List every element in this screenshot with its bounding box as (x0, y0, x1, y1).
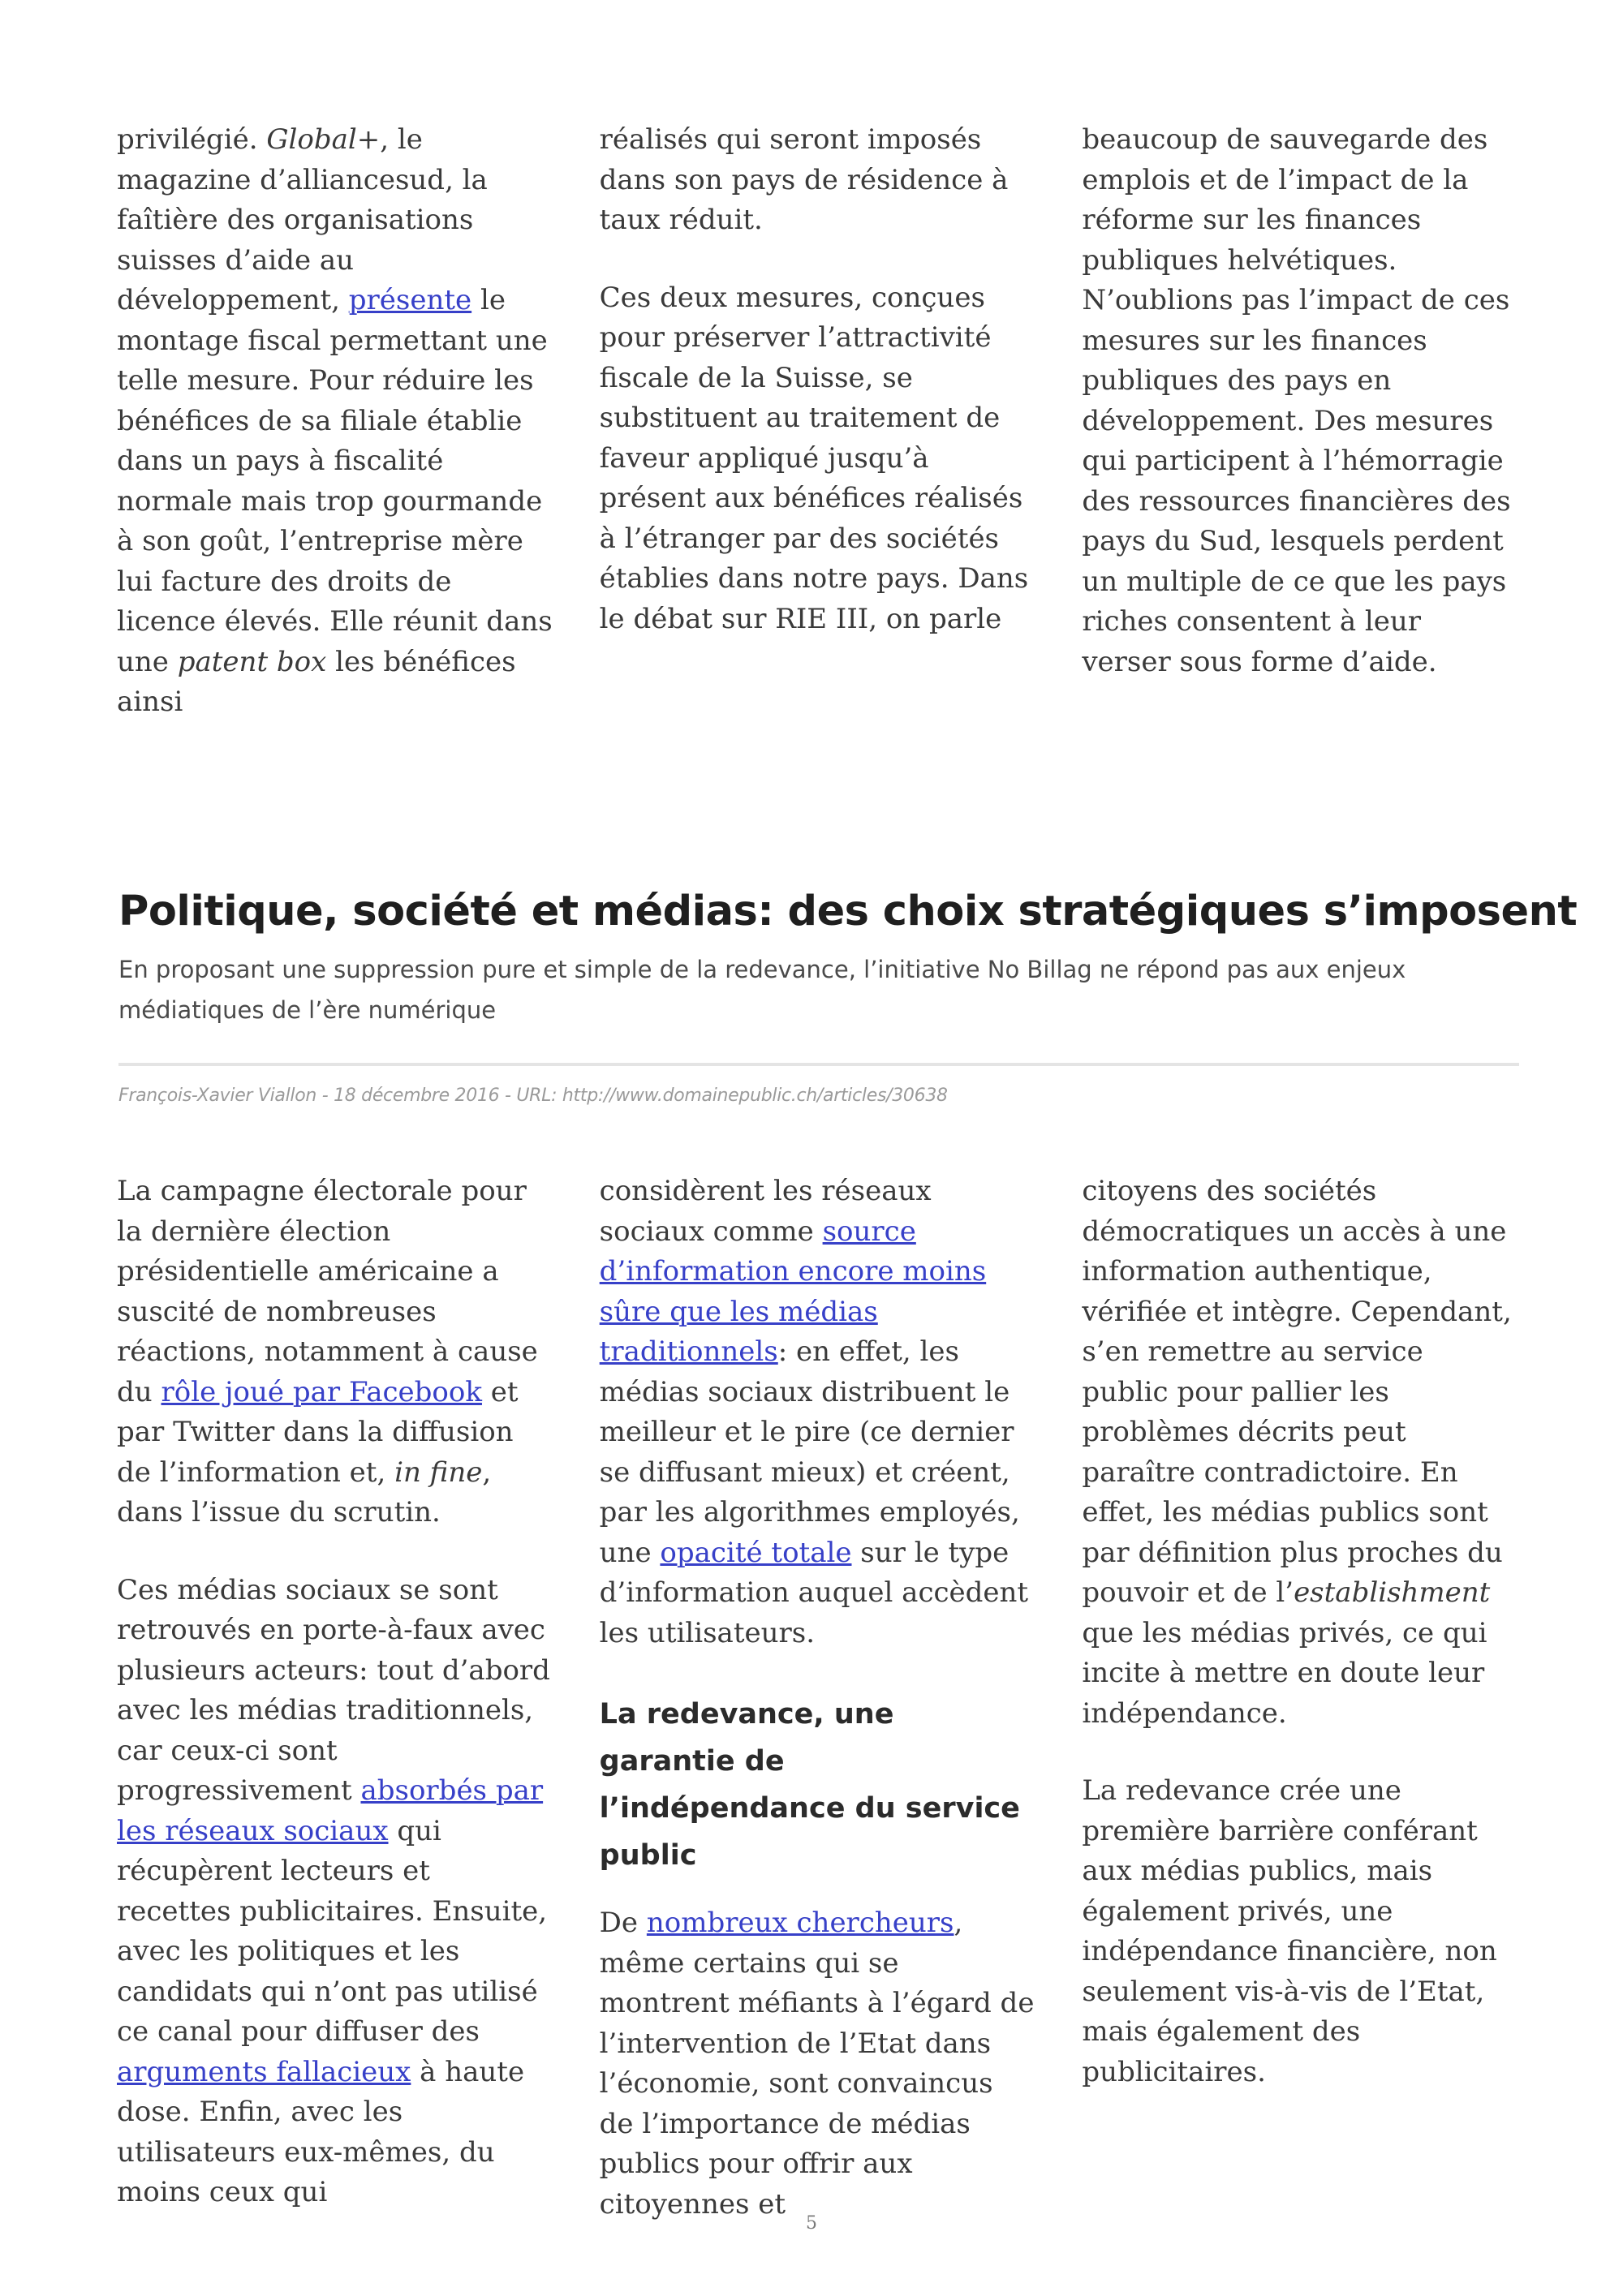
presente-link[interactable]: présente (348, 284, 472, 316)
arguments-fallacieux-link[interactable]: arguments fallacieux (117, 2055, 411, 2088)
patent-box-emphasis: patent box (177, 645, 327, 678)
article-columns (117, 1172, 1518, 2225)
prev-col1-paragraph-1: privilégié. Global+, le magazine d’alliancesud, la faîtière des organisations suisses d’aide au développement, présente le montage fiscal permettant une telle mesure. Pour réduire les bénéfices de sa filiale établie dans un pays à fiscalité normale mais trop gourmande à son goût, l’entreprise mère lui facture des droits de licence élevés. Elle réunit dans une patent box les bénéfices ainsi (117, 123, 553, 718)
col2-paragraph-1: considèrent les réseaux sociaux comme source d’information encore moins sûre que les médias traditionnels: en effet, les médias sociaux distribuent le meilleur et le pire (ce dernier se diffusant mieux) et créent, par les algorithmes employés, une opacité totale sur le type d’information auquel accèdent les utilisateurs. (599, 1175, 1029, 1649)
article-title: Politique, société et médias: des choix stratégiques s’imposent (118, 888, 1578, 935)
absorbes-par-les-reseaux-sociaux-link[interactable]: absorbés par les réseaux sociaux (117, 1774, 544, 1847)
article-column-1 (117, 1172, 553, 2225)
nombreux-chercheurs-link[interactable]: nombreux chercheurs (646, 1907, 954, 1939)
col3-paragraph-1: citoyens des sociétés démocratiques un accès à une information authentique, vérifiée et intègre. Cependant, s’en remettre au service public pour pallier les problèmes décrits peut paraître contradictoire. En effet, les médias publics sont par définition plus proches du pouvoir et de l’establishment que les médias privés, ce qui incite à mettre en doute leur indépendance. (1082, 1175, 1512, 1730)
prev-column-3 (1082, 120, 1518, 723)
col2-paragraph-2: De nombreux chercheurs, même certains qui se montrent méfiants à l’égard de l’intervention de l’Etat dans l’économie, sont convaincus de l’importance de médias publics pour offrir aux citoyennes et (599, 1907, 1035, 2221)
establishment-emphasis: establishment (1294, 1576, 1491, 1609)
page-number: 5 (806, 2213, 817, 2234)
article-column-3 (1082, 1172, 1518, 2225)
prev-col3-paragraph-1: beaucoup de sauvegarde des emplois et de l’impact de la réforme sur les finances publiques helvétiques. N’oublions pas l’impact de ces mesures sur les finances publiques des pays en développement. Des mesures qui participent à l’hémorragie des ressources financières des pays du Sud, lesquels perdent un multiple de ce que les pays riches consentent à leur verser sous forme d’aide. (1082, 123, 1511, 678)
prev-column-2 (600, 120, 1035, 723)
prev-col2-paragraph-2: Ces deux mesures, conçues pour préserver l’attractivité fiscale de la Suisse, se substituent au traitement de faveur appliqué jusqu’à présent aux bénéfices réalisés à l’étranger par des sociétés établies dans notre pays. Dans le débat sur RIE III, on parle (599, 281, 1029, 635)
header-divider (118, 1063, 1519, 1066)
col1-paragraph-1: La campagne électorale pour la dernière élection présidentielle américaine a suscité de nombreuses réactions, notamment à cause du rôle joué par Facebook et par Twitter dans la diffusion de l’information et, in fine, dans l’issue du scrutin. (117, 1175, 538, 1529)
in-fine-emphasis: in fine (394, 1455, 483, 1489)
col3-paragraph-2: La redevance crée une première barrière conférant aux médias publics, mais également privés, une indépendance financière, non seulement vis-à-vis de l’Etat, mais également des publicitaires. (1082, 1774, 1497, 2088)
global-plus-emphasis: Global+ (266, 123, 381, 156)
article-byline: François-Xavier Viallon - 18 décembre 2016 - URL: http://www.domainepublic.ch/articles/30638 (118, 1086, 948, 1106)
section-subheading: La redevance, une garantie de l’indépendance du service public (599, 1698, 1020, 1872)
article-subtitle: En proposant une suppression pure et simple de la redevance, l’initiative No Billag ne répond pas aux enjeux médiatiques de l’ère numérique (118, 956, 1406, 1024)
col1-paragraph-2: Ces médias sociaux se sont retrouvés en porte-à-faux avec plusieurs acteurs: tout d’abord avec les médias traditionnels, car ceux-ci sont progressivement absorbés par les réseaux sociaux qui récupèrent lecteurs et recettes publicitaires. Ensuite, avec les politiques et les candidats qui n’ont pas utilisé ce canal pour diffuser des arguments fallacieux à haute dose. Enfin, avec les utilisateurs eux-mêmes, du moins ceux qui (117, 1573, 550, 2208)
prev-col2-paragraph-1: réalisés qui seront imposés dans son pays de résidence à taux réduit. (599, 123, 1009, 236)
opacite-totale-link[interactable]: opacité totale (660, 1536, 852, 1569)
source-information-link[interactable]: source d’information encore moins sûre que les médias traditionnels (599, 1215, 987, 1368)
article-header (118, 883, 1578, 1106)
role-joue-par-facebook-link[interactable]: rôle joué par Facebook (161, 1375, 482, 1408)
article-column-2 (600, 1172, 1035, 2225)
previous-article-columns (117, 120, 1518, 723)
prev-column-1 (117, 120, 553, 723)
